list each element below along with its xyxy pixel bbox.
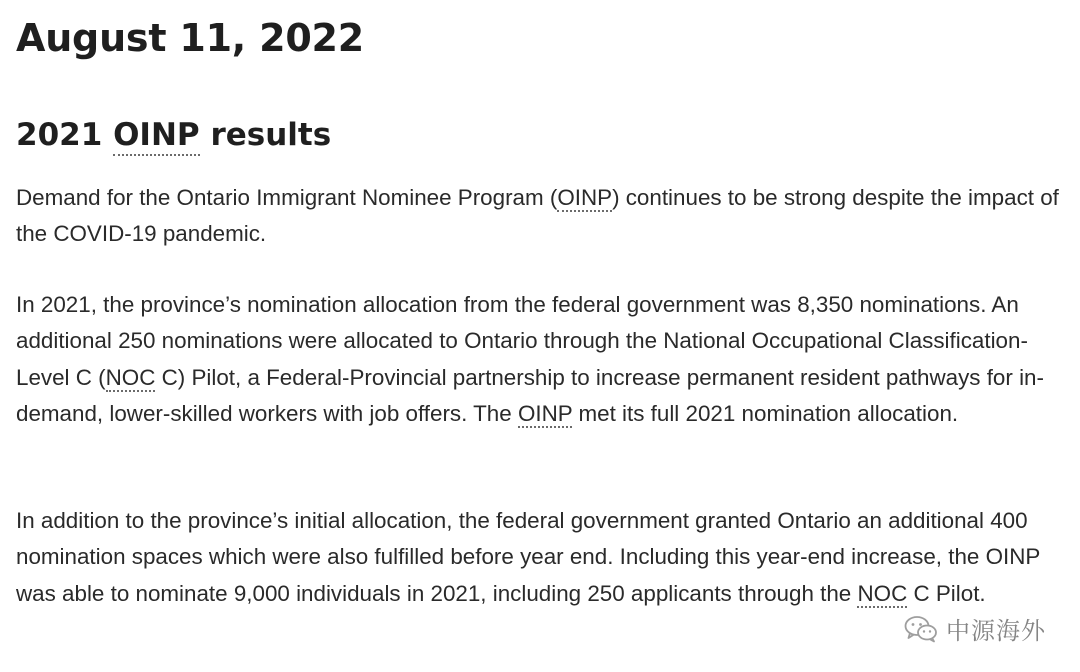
watermark [904, 611, 1046, 646]
paragraph-additional-spaces [16, 503, 1068, 612]
paragraph-text: In 2021, the province’s nomination allocation from the federal government was 8,350 nominations. An additional 250 nominations were allocated to Ontario through the National Occupational Classification-Level C ( [16, 292, 1028, 390]
paragraph-text: met its full 2021 nomination allocation. [572, 400, 959, 426]
paragraph-allocation [16, 287, 1068, 432]
paragraph-text: ) continues to be strong despite the impact of the COVID-19 pandemic. [16, 185, 1059, 247]
watermark-text: 中源海外 [946, 617, 1046, 645]
section-heading-rest: results [210, 117, 332, 153]
date-heading: August 11, 2022 [16, 16, 365, 60]
noc-abbreviation[interactable]: NOC [857, 580, 908, 606]
oinp-abbreviation[interactable]: OINP [113, 117, 200, 156]
oinp-abbreviation[interactable]: OINP [557, 185, 613, 210]
wechat-icon [904, 615, 938, 643]
paragraph-text: C) Pilot, a Federal-Provincial partnership to increase permanent resident pathways for in-demand, lower-skilled workers with job offers. The [16, 364, 1044, 426]
section-heading-year: 2021 [16, 117, 103, 153]
oinp-abbreviation[interactable]: OINP [517, 400, 573, 426]
paragraph-demand [16, 180, 1068, 253]
paragraph-text: Demand for the Ontario Immigrant Nominee Program ( [16, 185, 558, 210]
paragraph-text: C Pilot. [907, 580, 986, 606]
noc-abbreviation[interactable]: NOC [105, 364, 156, 390]
section-heading [16, 112, 331, 158]
paragraph-text: In addition to the province’s initial allocation, the federal government granted Ontario an additional 400 nomination spaces which were also fulfilled before year end. Including this year-end increase, the OINP was able to nominate 9,000 individuals in 2021, including 250 applicants through the [16, 508, 1040, 606]
